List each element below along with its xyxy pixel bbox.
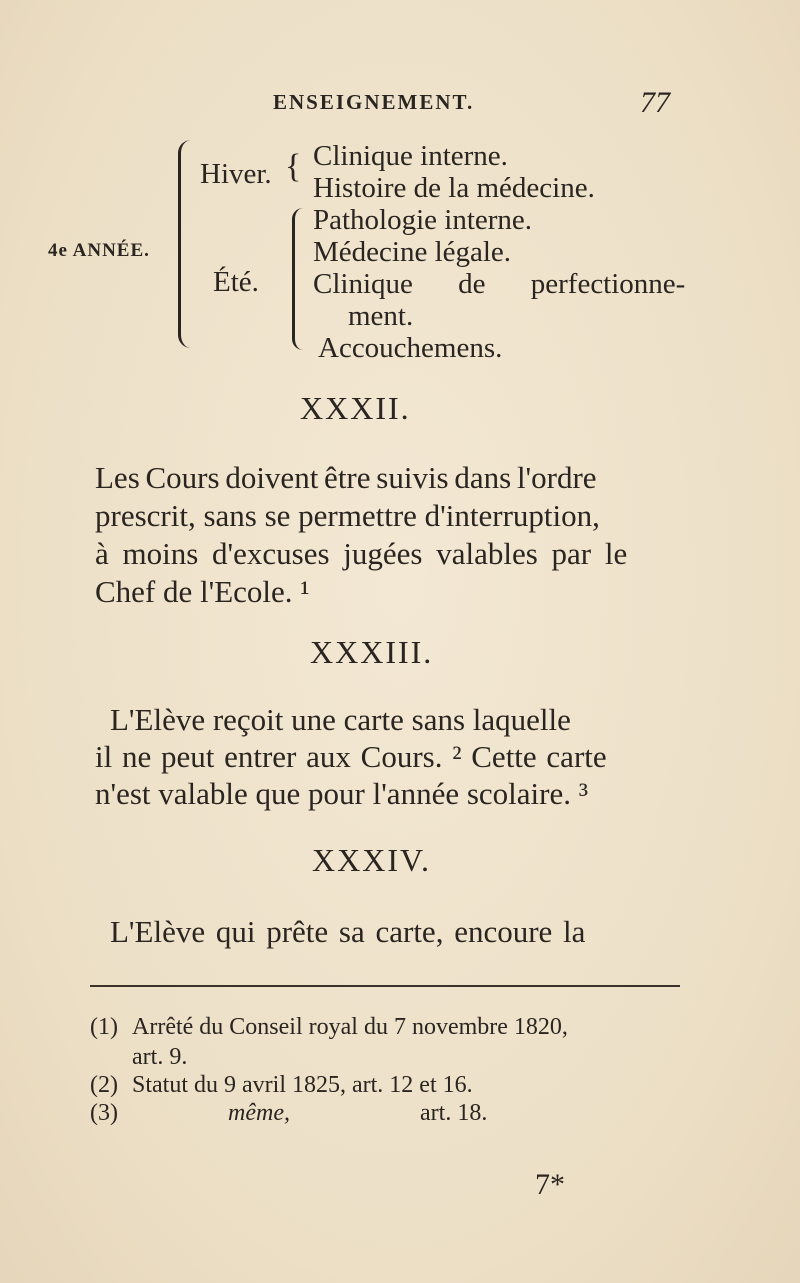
footnote-1-text: Arrêté du Conseil royal du 7 novembre 1820, — [132, 1014, 568, 1040]
summer-item-1: Pathologie interne. — [313, 204, 533, 236]
section-32-line-1: Les Cours doivent être suivis dans l'ordre — [95, 460, 597, 495]
footnote-2-mark: (2) — [90, 1072, 118, 1098]
section-32-line-3: à moins d'excuses jugées valables par le — [95, 536, 628, 571]
section-number-32: XXXII. — [300, 390, 411, 426]
signature-mark: 7* — [535, 1168, 565, 1201]
section-33-line-1: L'Elève reçoit une carte sans laquelle — [110, 702, 571, 737]
footnote-rule — [90, 985, 680, 987]
footnote-3-ref: art. 18. — [420, 1100, 488, 1126]
summer-item-2: Médecine légale. — [313, 236, 512, 268]
year-brace — [178, 140, 191, 348]
summer-brace — [292, 208, 303, 350]
winter-item-1: Clinique interne. — [313, 140, 508, 172]
section-32-line-4: Chef de l'Ecole. ¹ — [95, 574, 310, 609]
footnote-3-mark: (3) — [90, 1100, 118, 1126]
winter-label: Hiver. — [200, 158, 272, 190]
section-33-line-3: n'est valable que pour l'année scolaire. ³ — [95, 776, 589, 811]
section-34-line-1: L'Elève qui prête sa carte, encoure la — [110, 914, 586, 949]
section-33-line-2: il ne peut entrer aux Cours. ² Cette carte — [95, 739, 607, 774]
footnote-2-text: Statut du 9 avril 1825, art. 12 et 16. — [132, 1072, 473, 1098]
running-title: ENSEIGNEMENT. — [273, 90, 475, 114]
page-number: 77 — [640, 86, 670, 119]
summer-item-4: Accouchemens. — [318, 332, 503, 364]
summer-item-3: Clinique de perfectionne- — [313, 268, 686, 300]
section-32-line-2: prescrit, sans se permettre d'interruption, — [95, 498, 600, 533]
section-number-34: XXXIV. — [312, 842, 431, 878]
year-label: 4e ANNÉE. — [48, 240, 150, 261]
summer-label: Été. — [213, 266, 259, 298]
winter-brace: { — [285, 148, 302, 185]
summer-item-3-cont: ment. — [348, 300, 414, 332]
winter-item-2: Histoire de la médecine. — [313, 172, 595, 204]
footnote-3-text: même, — [228, 1100, 290, 1126]
footnote-1-cont: art. 9. — [132, 1044, 188, 1070]
footnote-1-mark: (1) — [90, 1014, 118, 1040]
section-number-33: XXXIII. — [310, 634, 434, 670]
